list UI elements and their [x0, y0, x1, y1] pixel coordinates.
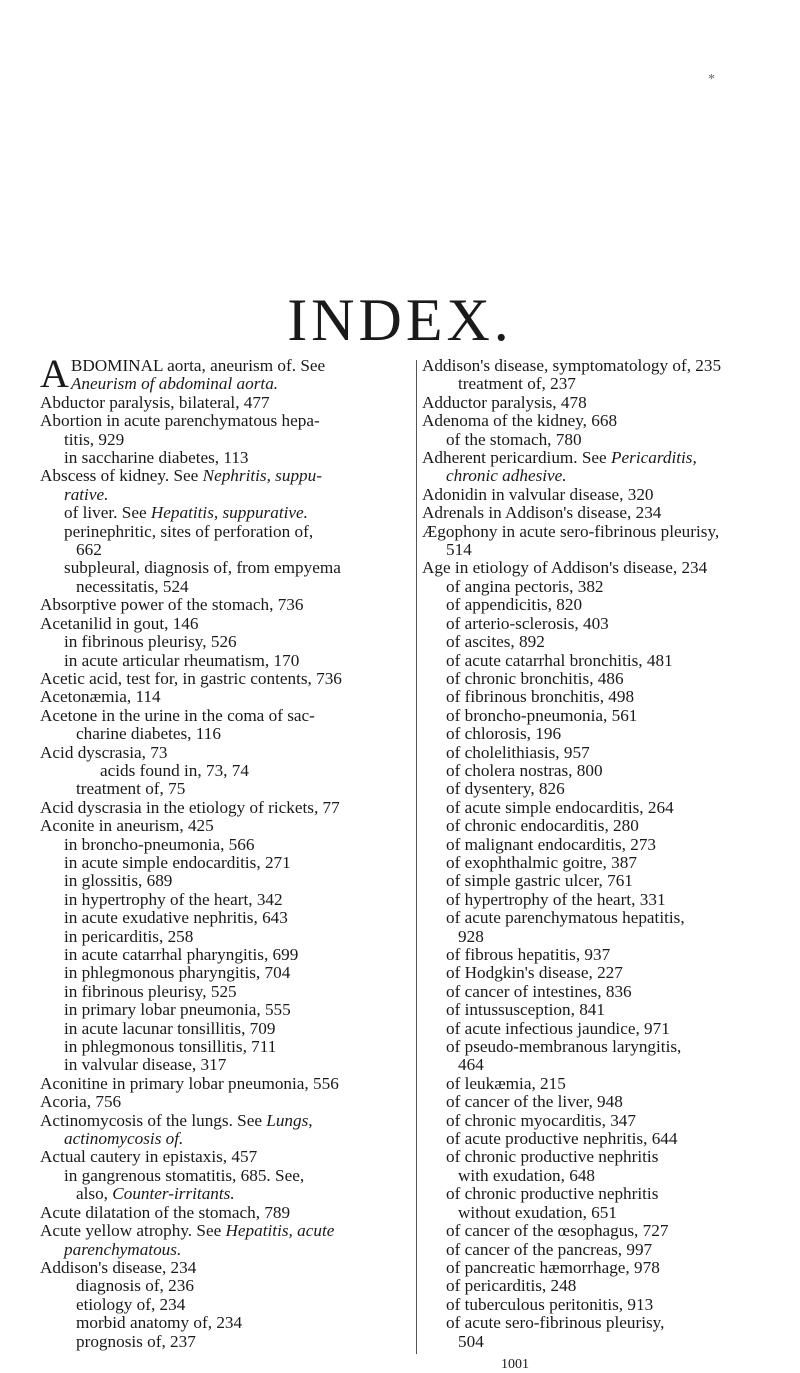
index-entry: [422, 633, 772, 651]
index-entry: [40, 688, 413, 706]
index-entry-text: Abductor paralysis, bilateral, 477: [40, 392, 270, 412]
index-entry: [40, 633, 413, 651]
index-entry: [422, 1185, 772, 1203]
index-entry: [422, 670, 772, 688]
index-entry: [422, 541, 772, 559]
index-entry-text: of cancer of the liver, 948: [446, 1092, 623, 1112]
index-entry: [40, 578, 413, 596]
index-entry: [422, 412, 772, 430]
index-entry: [422, 1075, 772, 1093]
index-entry-text: Actual cautery in epistaxis, 457: [40, 1147, 258, 1167]
index-entry: [40, 1204, 413, 1222]
index-entry: [422, 946, 772, 964]
index-entry-text: of liver. See: [64, 503, 151, 523]
index-entry-text: Aconite in aneurism, 425: [40, 816, 214, 836]
index-entry-text: of acute parenchymatous hepatitis,: [446, 908, 685, 928]
index-entry-text: Adenoma of the kidney, 668: [422, 411, 618, 431]
index-entry-text: in phlegmonous tonsillitis, 711: [64, 1037, 277, 1057]
index-entry-text: Counter-irritants.: [112, 1184, 235, 1204]
index-entry: [40, 394, 413, 412]
index-entry-text: of leukæmia, 215: [446, 1073, 566, 1093]
index-entry: [40, 799, 413, 817]
index-entry-text: of cancer of the pancreas, 997: [446, 1239, 653, 1259]
index-entry-text: treatment of, 237: [458, 374, 576, 394]
index-entry: [40, 983, 413, 1001]
index-entry-text: of exophthalmic goitre, 387: [446, 852, 637, 872]
index-entry-text: Abscess of kidney. See: [40, 466, 203, 486]
index-entry: [422, 1056, 772, 1074]
index-entry: [422, 836, 772, 854]
index-entry-text: necessitatis, 524: [76, 576, 189, 596]
index-entry-text: of pseudo-membranous laryngitis,: [446, 1037, 682, 1057]
index-entry: [422, 983, 772, 1001]
index-entry-text: titis, 929: [64, 429, 125, 449]
index-entry: [40, 486, 413, 504]
index-entry-text: of appendicitis, 820: [446, 595, 583, 615]
index-entry-text: 514: [446, 540, 472, 560]
index-entry-text: in acute lacunar tonsillitis, 709: [64, 1018, 276, 1038]
index-entry-text: Age in etiology of Addison's disease, 234: [422, 558, 708, 578]
index-entry-text: of acute catarrhal bronchitis, 481: [446, 650, 673, 670]
index-entry-text: diagnosis of, 236: [76, 1276, 194, 1296]
index-entry-text: Adherent pericardium. See: [422, 448, 611, 468]
index-entry: [422, 725, 772, 743]
index-entry: [422, 891, 772, 909]
index-entry: [422, 817, 772, 835]
index-entry-text: in phlegmonous pharyngitis, 704: [64, 963, 291, 983]
index-entry-text: of chronic endocarditis, 280: [446, 816, 639, 836]
index-entry: [40, 504, 413, 522]
index-entry: [40, 1167, 413, 1185]
index-entry-text: BDOMINAL aorta, aneurism of. See: [70, 356, 326, 375]
index-entry-text: of cholelithiasis, 957: [446, 742, 590, 762]
index-entry-text: Addison's disease, symptomatology of, 235: [422, 356, 722, 375]
index-entry: [40, 596, 413, 614]
index-entry-text: Hepatitis, suppurative.: [150, 503, 308, 523]
index-entry: [40, 467, 413, 485]
index-entry: [40, 652, 413, 670]
index-entry-text: Actinomycosis of the lungs. See: [40, 1110, 267, 1130]
index-entry-text: Nephritis, suppu-: [202, 466, 322, 486]
index-entry-text: charine diabetes, 116: [76, 724, 221, 744]
index-entry-text: treatment of, 75: [76, 779, 186, 799]
index-entry: [422, 467, 772, 485]
index-entry-text: etiology of, 234: [76, 1294, 186, 1314]
index-entry: [422, 652, 772, 670]
index-entry: [422, 1130, 772, 1148]
index-entry-text: in gangrenous stomatitis, 685. See,: [64, 1165, 305, 1185]
index-entry-text: Adrenals in Addison's disease, 234: [422, 503, 662, 523]
index-entry-text: Lungs,: [266, 1110, 313, 1130]
index-entry: [422, 449, 772, 467]
index-entry: [422, 615, 772, 633]
index-entry-text: 662: [76, 540, 102, 560]
index-entry: [40, 1314, 413, 1332]
index-entry-text: of malignant endocarditis, 273: [446, 834, 657, 854]
index-entry-text: Pericarditis,: [611, 448, 697, 468]
index-entry-text: of hypertrophy of the heart, 331: [446, 889, 666, 909]
index-entry-text: Acetanilid in gout, 146: [40, 613, 199, 633]
index-entry: [40, 817, 413, 835]
index-entry-text: in acute exudative nephritis, 643: [64, 908, 288, 928]
index-entry: [422, 909, 772, 927]
index-entry-text: of simple gastric ulcer, 761: [446, 871, 633, 891]
index-entry-text: rative.: [64, 484, 109, 504]
index-entry-text: in saccharine diabetes, 113: [64, 448, 249, 468]
index-entry: [40, 964, 413, 982]
index-entry: [422, 1112, 772, 1130]
index-entry-text: Acid dyscrasia in the etiology of rickets, 77: [40, 797, 340, 817]
index-entry: [40, 541, 413, 559]
index-entry: [40, 836, 413, 854]
index-entry-text: in broncho-pneumonia, 566: [64, 834, 255, 854]
index-entry: [422, 1222, 772, 1240]
index-entry: [40, 670, 413, 688]
page-number: 1001: [501, 1356, 529, 1372]
index-entry: [422, 1020, 772, 1038]
index-entry: [40, 1148, 413, 1166]
index-entry: [40, 762, 413, 780]
index-entry-text: in valvular disease, 317: [64, 1055, 227, 1075]
index-entry: [40, 928, 413, 946]
index-entry-text: of chlorosis, 196: [446, 724, 562, 744]
index-entry: [40, 1001, 413, 1019]
index-entry: [422, 1333, 772, 1351]
index-entry: [422, 1296, 772, 1314]
index-entry: [40, 1112, 413, 1130]
index-entry: [422, 688, 772, 706]
index-entry-text: of arterio-sclerosis, 403: [446, 613, 609, 633]
index-entry: [40, 1093, 413, 1111]
index-entry: [422, 1167, 772, 1185]
page-title: INDEX.: [287, 287, 513, 354]
index-entry: [40, 1038, 413, 1056]
index-entry: [422, 762, 772, 780]
index-entry-text: of acute productive nephritis, 644: [446, 1129, 678, 1149]
index-entry-text: Acoria, 756: [40, 1092, 122, 1112]
index-entry-text: morbid anatomy of, 234: [76, 1313, 243, 1333]
index-entry: [422, 357, 772, 375]
index-entry-text: perinephritic, sites of perforation of,: [64, 521, 314, 541]
index-entry: [40, 725, 413, 743]
index-entry: [422, 1038, 772, 1056]
index-column-left: [40, 351, 413, 1351]
index-entry: [40, 523, 413, 541]
index-entry: [40, 1333, 413, 1351]
index-entry: [422, 486, 772, 504]
index-entry: [40, 1259, 413, 1277]
index-entry-text: in glossitis, 689: [64, 871, 173, 891]
index-entry: [422, 559, 772, 577]
index-entry-text: of acute simple endocarditis, 264: [446, 797, 674, 817]
index-entry: [422, 1001, 772, 1019]
index-entry: [422, 375, 772, 393]
index-entry: [40, 854, 413, 872]
index-entry-text: in hypertrophy of the heart, 342: [64, 889, 283, 909]
index-entry-text: of broncho-pneumonia, 561: [446, 705, 638, 725]
index-entry-text: Acetic acid, test for, in gastric contents, 736: [40, 668, 342, 688]
index-entry: [40, 375, 413, 393]
index-entry-text: of ascites, 892: [446, 632, 545, 652]
index-entry: [40, 707, 413, 725]
index-entry-text: in fibrinous pleurisy, 526: [64, 632, 237, 652]
index-entry: [40, 412, 413, 430]
index-entry-text: of the stomach, 780: [446, 429, 582, 449]
index-entry: [422, 596, 772, 614]
index-entry: [422, 1277, 772, 1295]
index-entry: [422, 1204, 772, 1222]
index-entry-text: Ægophony in acute sero-fibrinous pleurisy,: [422, 521, 720, 541]
index-entry-text: prognosis of, 237: [76, 1331, 196, 1351]
column-divider: [416, 360, 417, 1354]
index-entry-text: in acute catarrhal pharyngitis, 699: [64, 945, 299, 964]
index-entry: [40, 909, 413, 927]
index-entry: [422, 854, 772, 872]
index-entry-text: Adonidin in valvular disease, 320: [422, 484, 654, 504]
index-entry-text: of pericarditis, 248: [446, 1276, 577, 1296]
index-entry-text: 464: [458, 1055, 484, 1075]
index-entry: [422, 523, 772, 541]
index-entry-text: Aneurism of abdominal aorta.: [70, 374, 279, 394]
index-entry: [422, 928, 772, 946]
index-entry: [40, 449, 413, 467]
index-entry-text: of cholera nostras, 800: [446, 760, 603, 780]
index-entry-text: of cancer of intestines, 836: [446, 981, 632, 1001]
index-entry: [422, 578, 772, 596]
index-entry: [422, 964, 772, 982]
index-column-right: [422, 357, 772, 1351]
index-entry-text: of angina pectoris, 382: [446, 576, 604, 596]
index-entry: [422, 744, 772, 762]
index-entry-text: without exudation, 651: [458, 1202, 617, 1222]
index-entry: [40, 1130, 413, 1148]
index-entry-text: Acid dyscrasia, 73: [40, 742, 168, 762]
index-entry-text: of fibrinous bronchitis, 498: [446, 687, 635, 707]
index-entry-text: of chronic myocarditis, 347: [446, 1110, 636, 1130]
index-entry: [422, 1093, 772, 1111]
index-entry-text: subpleural, diagnosis of, from empyema: [64, 558, 341, 578]
index-entry: [40, 1075, 413, 1093]
index-entry-text: Adductor paralysis, 478: [422, 392, 587, 412]
index-entry-text: actinomycosis of.: [64, 1129, 184, 1149]
index-entry-text: of acute sero-fibrinous pleurisy,: [446, 1313, 665, 1333]
index-entry: [40, 1241, 413, 1259]
index-entry: [40, 1277, 413, 1295]
index-entry-text: of intussusception, 841: [446, 1000, 605, 1020]
index-entry: [422, 1259, 772, 1277]
index-entry-text: in fibrinous pleurisy, 525: [64, 981, 237, 1001]
index-entry-text: of acute infectious jaundice, 971: [446, 1018, 670, 1038]
index-entry-text: in acute simple endocarditis, 271: [64, 852, 291, 872]
index-entry-text: Acute yellow atrophy. See: [40, 1221, 226, 1241]
index-entry-text: in primary lobar pneumonia, 555: [64, 1000, 291, 1020]
index-entry-text: parenchymatous.: [64, 1239, 182, 1259]
index-entry: [40, 1056, 413, 1074]
index-entry-text: Hepatitis, acute: [225, 1221, 335, 1241]
index-entry: [40, 744, 413, 762]
corner-mark: *: [708, 72, 715, 87]
index-entry: [40, 431, 413, 449]
index-entry-text: Aconitine in primary lobar pneumonia, 556: [40, 1073, 339, 1093]
index-entry: [422, 707, 772, 725]
index-entry-text: acids found in, 73, 74: [100, 760, 249, 780]
index-entry: [422, 799, 772, 817]
index-entry-text: of Hodgkin's disease, 227: [446, 963, 623, 983]
index-entry-text: with exudation, 648: [458, 1165, 596, 1185]
index-entry-text: Acetone in the urine in the coma of sac-: [40, 705, 315, 725]
index-entry: [422, 431, 772, 449]
index-entry: [40, 872, 413, 890]
index-entry: [40, 780, 413, 798]
index-entry-text: Acute dilatation of the stomach, 789: [40, 1202, 291, 1222]
index-entry-text: also,: [76, 1184, 113, 1204]
index-entry-text: Abortion in acute parenchymatous hepa-: [40, 411, 320, 431]
index-entry: [422, 872, 772, 890]
index-entry-text: 928: [458, 926, 484, 946]
index-entry: [40, 1222, 413, 1240]
index-entry-text: of chronic productive nephritis: [446, 1184, 659, 1204]
index-entry-text: of tuberculous peritonitis, 913: [446, 1294, 654, 1314]
index-entry: [422, 394, 772, 412]
index-entry: [422, 504, 772, 522]
index-entry-text: 504: [458, 1331, 484, 1351]
index-entry-text: chronic adhesive.: [446, 466, 567, 486]
index-entry: [40, 946, 413, 964]
index-entry: [40, 559, 413, 577]
index-entry-text: of fibrous hepatitis, 937: [446, 945, 611, 964]
index-entry: [422, 780, 772, 798]
index-entry-text: of pancreatic hæmorrhage, 978: [446, 1257, 660, 1277]
index-entry-text: of chronic productive nephritis: [446, 1147, 659, 1167]
index-entry: [40, 891, 413, 909]
index-entry: [40, 1020, 413, 1038]
index-entry-text: of cancer of the œsophagus, 727: [446, 1221, 669, 1241]
index-entry: [40, 1185, 413, 1203]
index-entry-text: Acetonæmia, 114: [40, 687, 161, 707]
index-entry-text: of dysentery, 826: [446, 779, 565, 799]
drop-cap: A: [40, 351, 69, 396]
index-entry: [40, 1296, 413, 1314]
index-entry-text: Absorptive power of the stomach, 736: [40, 595, 304, 615]
index-entry-text: in pericarditis, 258: [64, 926, 194, 946]
index-entry-text: in acute articular rheumatism, 170: [64, 650, 300, 670]
index-entry: [422, 1314, 772, 1332]
index-entry: [40, 615, 413, 633]
index-entry-text: Addison's disease, 234: [40, 1257, 197, 1277]
index-entry: [422, 1241, 772, 1259]
index-entry-text: of chronic bronchitis, 486: [446, 668, 624, 688]
index-entry: [422, 1148, 772, 1166]
